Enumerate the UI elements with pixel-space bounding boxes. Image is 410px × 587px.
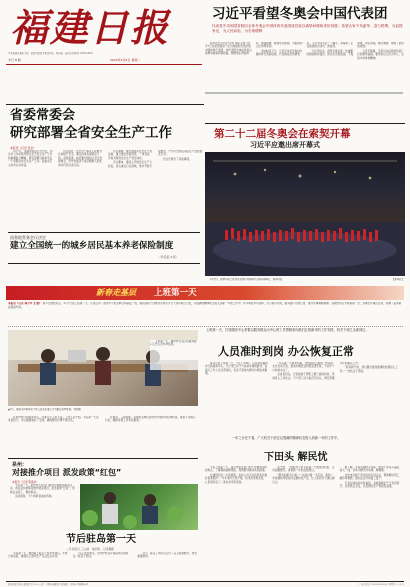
olympics-caption-right: 【新华社】: [392, 278, 404, 281]
masthead-title: 福建日报: [10, 5, 171, 50]
work-body-1: 春节过后上班第一天，7日上午8时，记者来到福州市行政服务中心，大厅里已有不少前来办事的群众。各窗口工作人员全部到位，有条不紊地为群众办理各类事项。 “节后第一天就来办事，没想到这么顺利。”市民陈先生告诉记者，他来办理营业执照变更手续，不到半个小时就办完了。 在省直机关，记者看到干部职工都已按时到岗，迅速进入工作状态。不少部门当天就召开会议，研究部署今年的重点工作。 “新年新气象，我们要以更加饱满的热情投入工作。”一位机关干部说。: [205, 362, 398, 380]
safety-top-rule: [6, 104, 204, 105]
olympics-subtitle: 习近平应邀出席开幕式: [250, 141, 320, 149]
safety-body: 2月7日，省委常委会召开会议，传达学习中央领导同志关于安全生产工作的重要批示精神，研究部署当前和今后一个时期全省安全生产工作。省委书记主持会议并讲话。 会议指出，安全生产事关人民群众生命财产安全，事关改革发展稳定大局。各级党委、政府要牢固树立安全发展理念，坚守发展决不能以牺牲人的生命为代价这条红线。 会议强调，要全面落实安全生产责任制，建立健全党政同责、一岗双责、齐抓共管的安全生产责任体系。 会议要求，要深入开展安全生产大检查，突出重点行业领域，集中开展专项整治，严厉打击非法违法生产经营建设行为。 会议还研究了其他事项。: [8, 150, 203, 168]
pension-title: 建立全国统一的城乡居民基本养老保险制度: [10, 241, 174, 251]
masthead-edition: 今日 8 版: [8, 58, 21, 62]
work-intro: 上班第一天，打造服务中心带着以服务群众为中心的工作思路来向我们汇报新年的工作安排，机关干部已全部到位。: [206, 328, 369, 332]
work-body-2: 节后上班第一天，南平市农业部门的干部就来到田间地头，了解春耕备耕情况，帮助群众解决实际困难。 在建阳区的一片茶园里，农技人员正在指导茶农做好春茶管护。“今年茶叶长势不错，技术员来得及时，心里更有底了。”茶农老李笑着说。 在宁德，一批驻村干部节后第一天就返回村里，走访困难群众，谋划新一年的发展项目。 “群众的事无小事。”一位驻村第一书记说，新的一年将继续带领村民发展特色产业，让大家的日子越过越红火。 据了解，全省各地结合实际，组织干部深入基层、深入一线，切实为群众办实事、解难题。 龙岩市各级干部也纷纷走进企业，帮助解决用工、融资等难题，推动企业尽快复工复产。 记者在漳州采访时看到，各地春耕生产正有序展开，农资供应充足，农民群众生产积极性高涨。: [205, 466, 402, 489]
pension-note: （详见第 4 版）: [158, 255, 179, 259]
station-title: 节后驻岛第一天: [66, 534, 136, 545]
safety-title-1: 省委常委会: [10, 108, 76, 123]
station-subtitle: 二月初四日 三山前 · 福州讯 · 记者摄影: [66, 547, 115, 551]
work-photo-side-text: 上班第一天，福州市仓山区各服务窗口工作人员早早到岗。: [150, 340, 198, 370]
masthead: [0, 0, 200, 66]
masthead-rule: [6, 64, 202, 65]
olympics-rule: [205, 123, 405, 124]
work-title: 人员准时到岗 办公恢复正常: [218, 345, 354, 358]
footer-left: 福州日报社出版 邮发代号 33-1 订阅：全国各地邮局 本报地址：福州市华林路84号: [8, 583, 89, 586]
safety-title-2: 研究部署全省安全生产工作: [10, 125, 172, 141]
pension-box: [8, 232, 200, 264]
banner: [6, 286, 404, 300]
employment-body: 节后第一天，泉州市人社部门组织开展就业服务活动，向企业和求职者推介就业项目，派发政策“红包”，帮助企业招工、群众就业。 活动现场，不少求职者前来咨询。: [10, 484, 75, 499]
masthead-date: 2022年2月8日 星期二: [110, 58, 141, 62]
lead-headline: 习近平看望冬奥会中国代表团: [212, 6, 388, 22]
olympics-caption-left: 2月7日，索契冬奥会开幕式在菲什特奥林匹克体育场举行。新华社发: [210, 278, 283, 281]
footer-right: 广告许可证 3500004000001 零售价 1.50 元: [358, 583, 404, 586]
masthead-meta: 中共福建省委机关报 · 福建日报报业集团出版 · 国内统一连续出版物号 CN35-0001: [8, 52, 94, 55]
station-body: 节后第一天，福州海上驻岛干部早早登岛，开展日常巡查，确保岛上群众生产生活安全有序。 “岛上条件艰苦，但守护好这片海是我们的责任。”驻岛干部说。 当天，驻岛工作队还走访了岛上困难群众，送去新春慰问。: [8, 552, 197, 559]
work-mid-note: 一年之计在于春，广大机关干部正以饱满的精神状态投入到新一年的工作中。: [232, 436, 341, 440]
safety-byline: 本报讯（记者 吴洪）: [10, 146, 37, 150]
banner-label: 新春走基层: [96, 288, 136, 297]
intro-byline: 本报讯（记者 林宇华 文/图）: [8, 302, 42, 305]
work-body-left: 在泉州市行政服务中心，办事大厅人来人往。工作人员介绍，节后第一天业务量较大，中心提前做好了安排，确保群众办事不排长队。 在莆田、三明等地，各级机关单位也纷纷开展作风纪律检查，督促干部收心归位，确保各项工作有序推进。: [8, 416, 196, 423]
employment-rule: [8, 458, 198, 459]
lead-body: 新华社北京2月7日电 国家主席习近平7日在索契看望了在当地参加冬奥会的中国体育代表团，向代表团全体成员致以诚挚问候和新春祝福，勉励他们再接再厉、顽强拼搏，取得优异成绩，为祖国和人民争得荣誉。 当地时间下午，习近平来到冬奥村中国体育代表团驻地，代表团成员热情欢迎。习近平同大家一一握手，并看望了正在备战的运动员、教练员。 习近平指出，索契冬奥会是一次重要的国际体育盛会。同志们远离祖国，不畏艰难，刻苦训练，敢打敢拼，取得了很好的成绩。 习近平强调，冬季运动在我国有着广泛的群众基础。要坚持以人民为中心，弘扬中华体育精神。: [205, 42, 404, 60]
olympics-photo: [205, 152, 405, 276]
work-caption: ▲7日，泉州市区某单位工作人员在办事大厅为群众办理业务。林伟摄: [8, 408, 81, 411]
employment-photo: [80, 484, 198, 530]
olympics-title: 第二十二届冬奥会在索契开幕: [214, 128, 351, 140]
pension-kicker: 国务院常务会议决定: [10, 235, 46, 240]
employment-kicker: 泉州：: [12, 462, 28, 468]
lead-photo: [205, 92, 403, 94]
employment-photo-scene: [80, 484, 198, 530]
banner-title: 上班第一天: [154, 288, 197, 298]
lead-deck: 代表党中央和国务院向全体冬奥会中国体育代表团成员致以诚挚问候和美好祝愿；希望大家不负韶华、奋力拼搏，为祖国争光，为人民添彩，为冬奥增辉: [212, 24, 403, 33]
work-section2-title: 下田头 解民忧: [264, 452, 328, 463]
intro-box: 本报讯（记者 林宇华 文/图） 春节长假结束后，2月7日是上班第一天。记者走访了省内多个机关单位和基层一线，看到各地干部群众迅速从节日气氛中收心归位，以饱满的精神状态投入到新一年的工作中。许多单位早早到岗，办公秩序井然，服务窗口运转正常，群众办事顺畅便捷。各地纷纷召开新春第一会，部署全年重点任务，吹响了奋进新征程的号角。: [8, 302, 403, 327]
employment-title: 对接推介项目 派发政策“红包”: [12, 468, 122, 477]
employment-byline: 本报讯（记者 陈燕华）: [12, 481, 39, 484]
olympics-photo-scene: [205, 152, 405, 276]
